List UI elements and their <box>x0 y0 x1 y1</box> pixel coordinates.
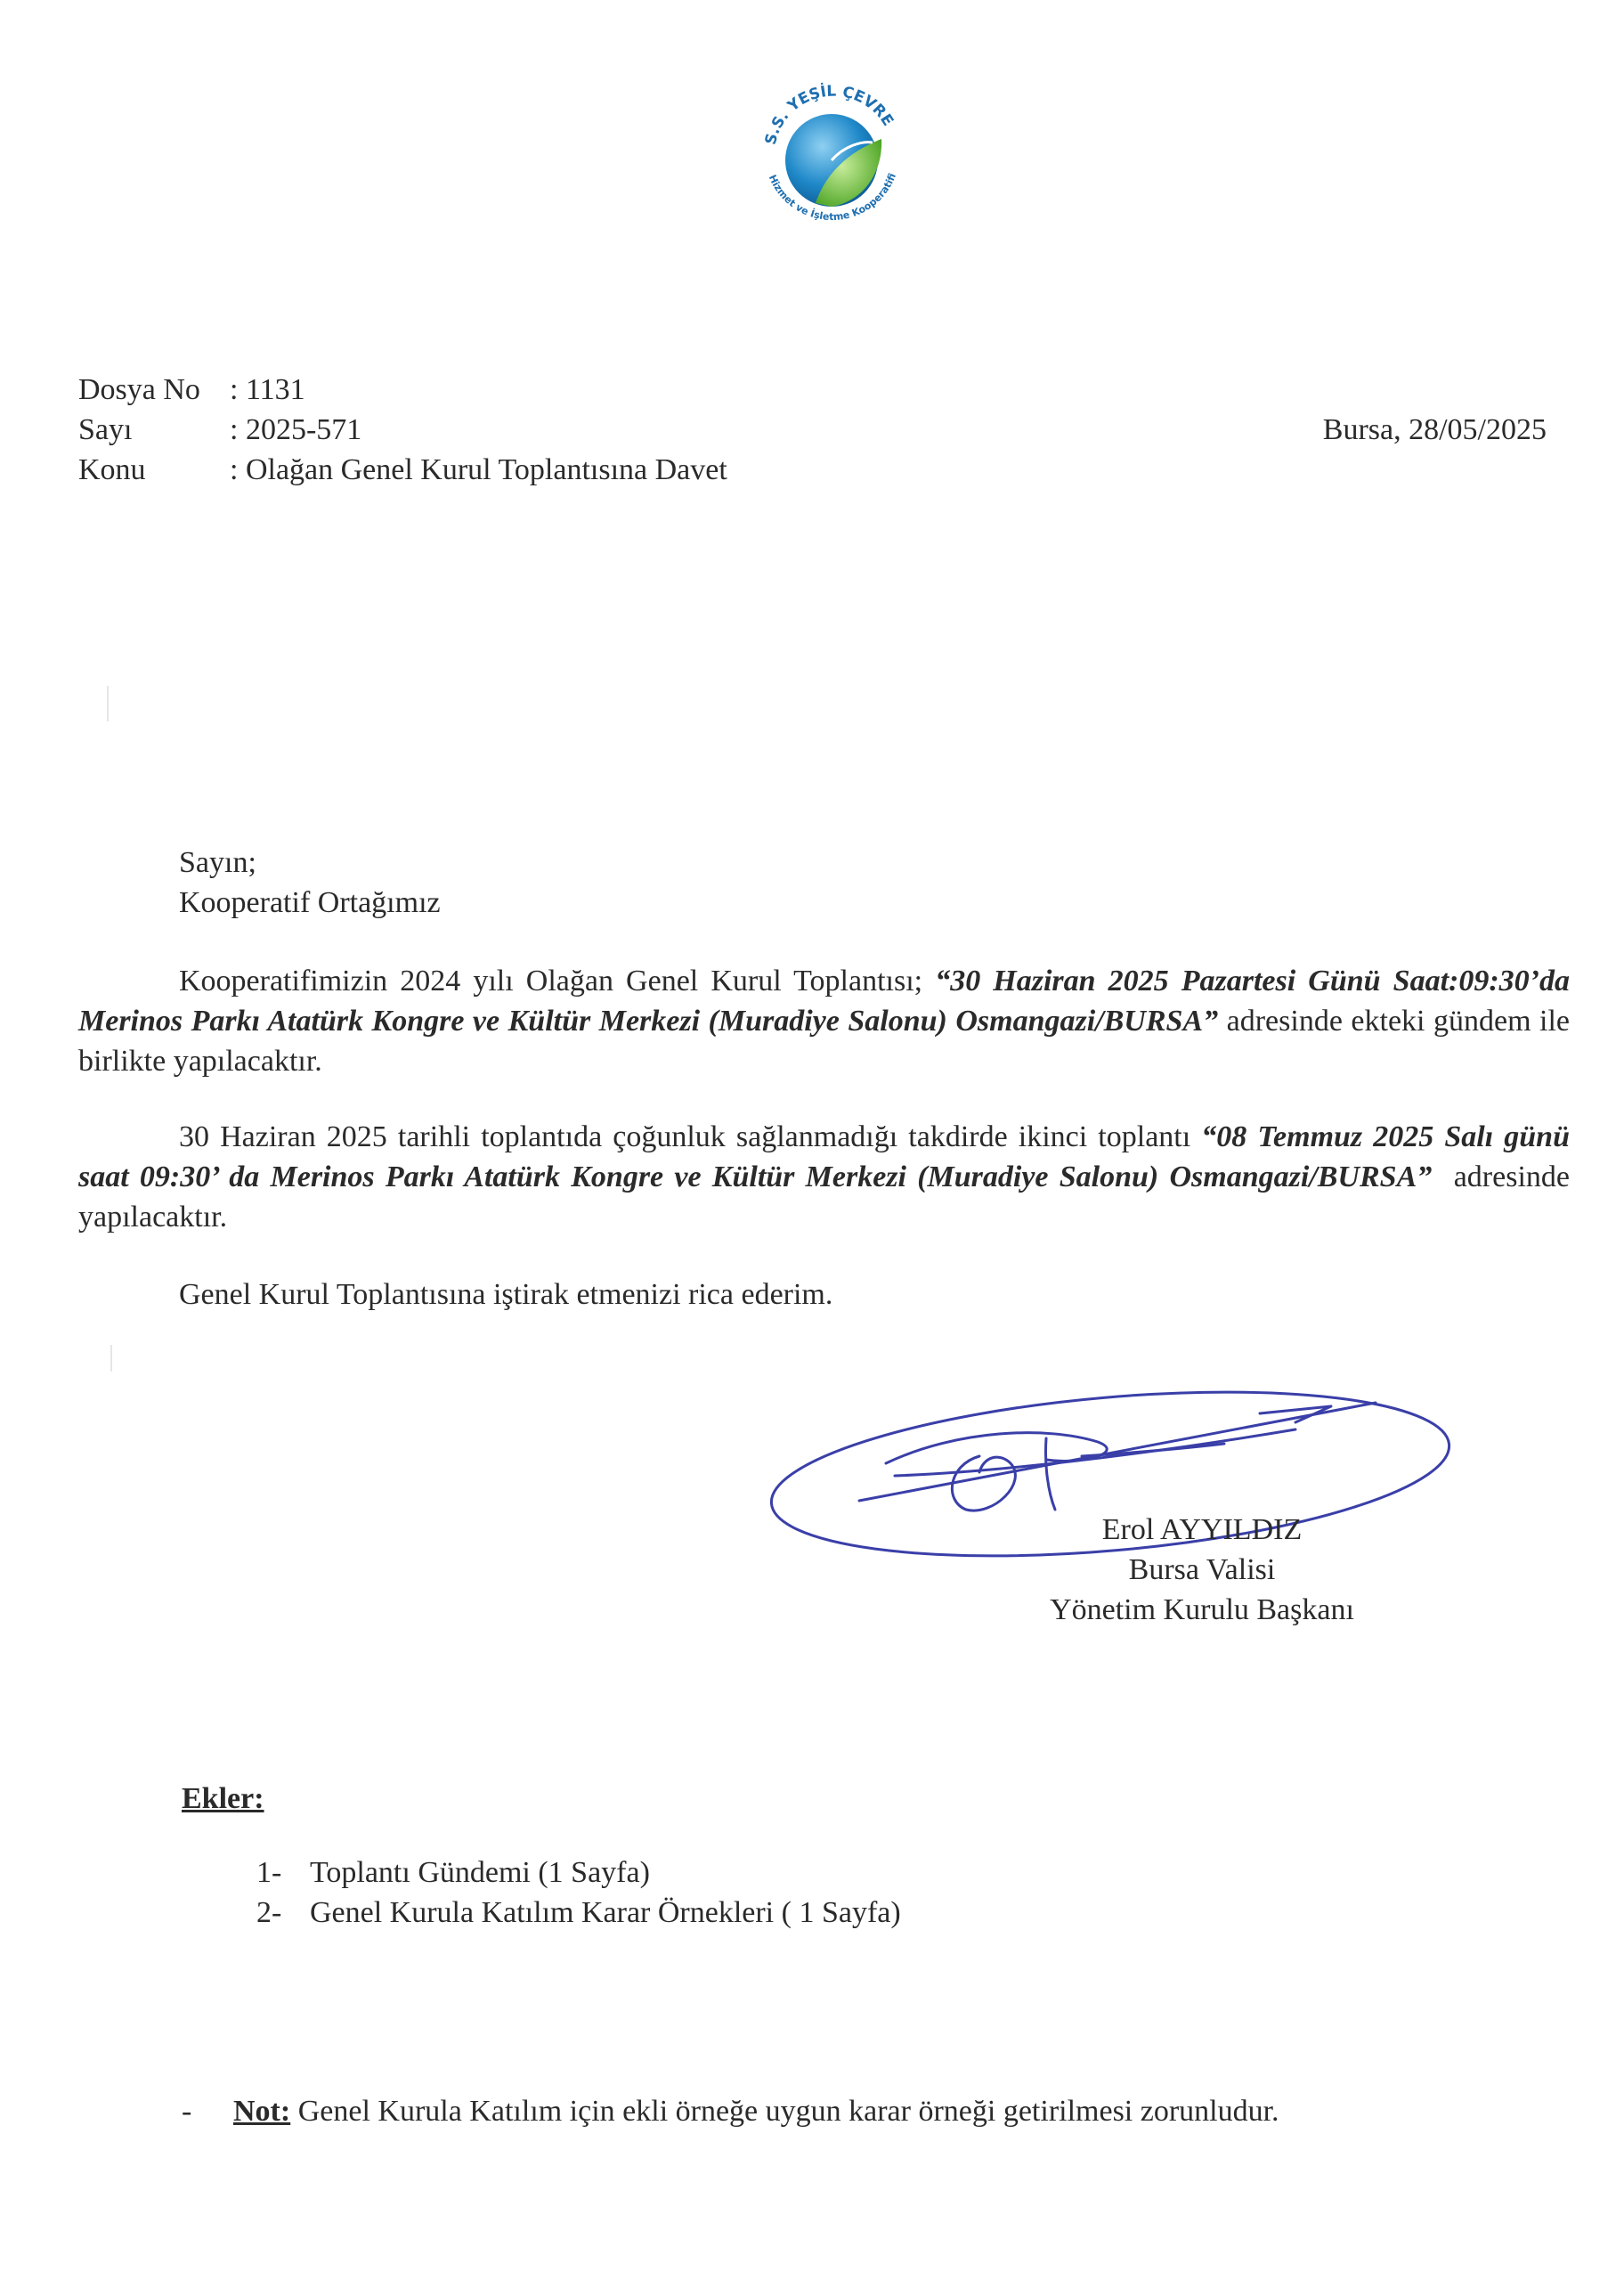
logo-emblem <box>739 61 926 248</box>
cooperative-logo <box>739 61 926 248</box>
paragraph-first-meeting <box>78 961 1570 1081</box>
salutation-recipient: Kooperatif Ortağımız <box>179 886 441 919</box>
salutation-line: Sayın; <box>179 846 256 879</box>
signer-block <box>979 1510 1425 1630</box>
paragraph-text: 30 Haziran 2025 tarihli toplantıda çoğunluk sağlanmadığı takdirde ikinci toplantı <box>179 1120 1191 1153</box>
signer-name: Erol AYYILDIZ <box>1101 1513 1303 1546</box>
letter-meta <box>78 370 727 490</box>
meta-reference-number <box>78 410 727 450</box>
meta-file-number <box>78 370 727 410</box>
paragraph-second-meeting <box>78 1117 1570 1237</box>
paragraph-closing: Genel Kurul Toplantısına iştirak etmenizi rica ederim. <box>179 1278 833 1311</box>
attachments-list <box>256 1852 901 1933</box>
meta-value: : 2025-571 <box>230 413 362 446</box>
attachments-heading: Ekler: <box>182 1782 264 1815</box>
meta-label: Dosya No <box>78 373 200 406</box>
attachment-text: Genel Kurula Katılım Karar Örnekleri ( 1 Sayfa) <box>310 1896 901 1929</box>
meta-label: Konu <box>78 453 146 486</box>
note-text: Genel Kurula Katılım için ekli örneğe uygun karar örneği getirilmesi zorunludur. <box>297 2095 1279 2128</box>
logo-bottom-text: Hizmet ve İşletme Kooperatifi <box>766 171 899 224</box>
attachment-item <box>256 1893 901 1933</box>
salutation <box>179 843 441 923</box>
signer-title: Bursa Valisi <box>1128 1553 1276 1586</box>
meeting-details-emphasis: “08 Temmuz 2025 Salı günü saat 09:30’ da Merinos Parkı Atatürk Kongre ve Kültür Merkezi (Muradiye Salonu) Osmangazi/BURSA” <box>78 1120 1570 1193</box>
attachment-text: Toplantı Gündemi (1 Sayfa) <box>310 1856 650 1889</box>
meta-label: Sayı <box>78 413 133 446</box>
attachment-number: 2- <box>256 1896 282 1929</box>
attachment-number: 1- <box>256 1856 282 1889</box>
meta-value: : Olağan Genel Kurul Toplantısına Davet <box>230 453 727 486</box>
paragraph-text: adresinde ekteki gündem ile birlikte yapılacaktır. <box>78 1005 1571 1078</box>
paragraph-text: Kooperatifimizin 2024 yılı Olağan Genel Kurul Toplantısı; <box>179 965 923 998</box>
note-dash: - <box>182 2095 192 2128</box>
attachment-item <box>256 1852 901 1893</box>
meeting-details-emphasis: “30 Haziran 2025 Pazartesi Günü Saat:09:30’da Merinos Parkı Atatürk Kongre ve Kültür Merkezi (Muradiye Salonu) Osmangazi/BURSA” <box>78 965 1570 1038</box>
scan-artifact <box>107 686 109 721</box>
paragraph-text: adresinde yapılacaktır. <box>78 1160 1570 1234</box>
note-label: Not: <box>233 2095 291 2128</box>
letter-date: Bursa, 28/05/2025 <box>1322 413 1547 446</box>
meta-value: : 1131 <box>230 373 305 406</box>
signer-title: Yönetim Kurulu Başkanı <box>1050 1593 1354 1626</box>
meta-subject <box>78 450 727 490</box>
scan-artifact <box>110 1345 112 1372</box>
logo-top-text: S.S. YEŞİL ÇEVRE <box>761 82 897 147</box>
footnote <box>182 2091 1279 2131</box>
